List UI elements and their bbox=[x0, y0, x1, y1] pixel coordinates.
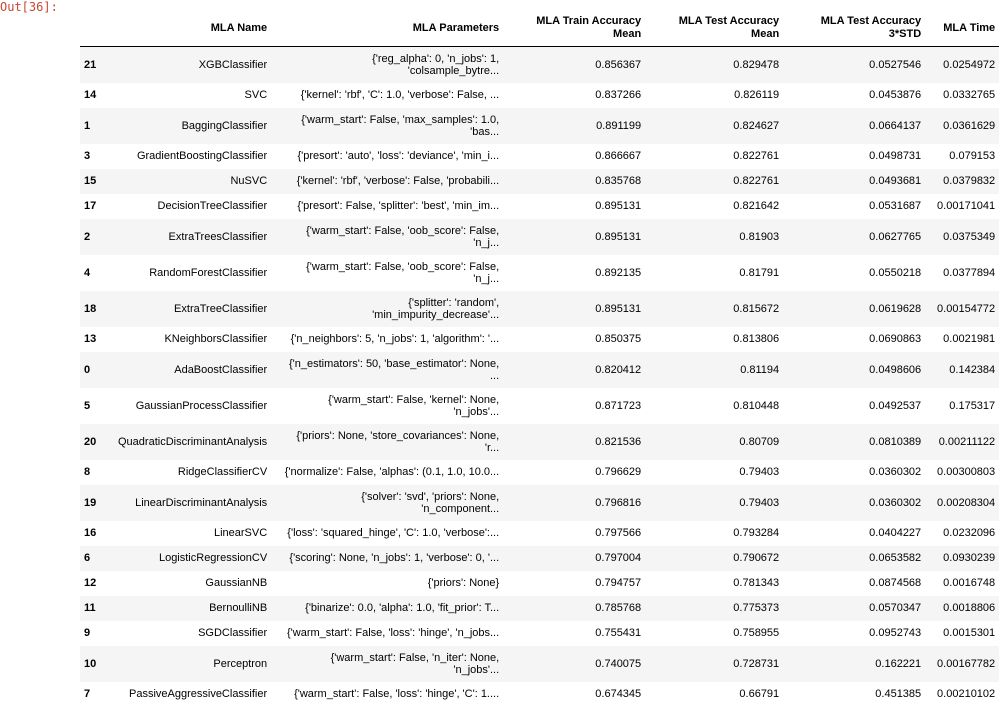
cell-mla-name: ExtraTreeClassifier bbox=[174, 302, 268, 315]
row-index: 14 bbox=[84, 89, 97, 101]
output-prompt: Out[36]: bbox=[0, 0, 58, 14]
cell-test-accuracy: 0.81791 bbox=[739, 266, 780, 279]
header-train-accuracy-mean: MLA Train Accuracy Mean bbox=[503, 10, 645, 47]
table-row bbox=[80, 546, 999, 571]
row-index: 6 bbox=[84, 552, 91, 564]
cell-test-accuracy-3std: 0.0550218 bbox=[869, 266, 922, 279]
cell-mla-parameters: {'splitter': 'random', 'min_impurity_decrease'... bbox=[372, 296, 500, 321]
row-index: 0 bbox=[84, 363, 91, 376]
cell-mla-name: BaggingClassifier bbox=[181, 119, 268, 132]
cell-mla-name: GaussianProcessClassifier bbox=[135, 399, 268, 412]
cell-test-accuracy-3std: 0.0952743 bbox=[869, 627, 922, 639]
row-index: 7 bbox=[84, 688, 91, 700]
cell-mla-parameters: {'presort': 'auto', 'loss': 'deviance', 'min_i... bbox=[297, 150, 500, 162]
cell-mla-time: 0.0379832 bbox=[943, 175, 996, 187]
cell-mla-parameters: {'warm_start': False, 'oob_score': False, 'n_j... bbox=[306, 260, 500, 285]
cell-mla-parameters: {'n_estimators': 50, 'base_estimator': None, ... bbox=[288, 357, 500, 382]
table-row bbox=[80, 646, 999, 682]
table-row bbox=[80, 327, 999, 352]
cell-mla-name: XGBClassifier bbox=[198, 58, 268, 71]
row-index: 2 bbox=[84, 230, 91, 243]
cell-test-accuracy-3std: 0.0404227 bbox=[869, 527, 922, 539]
cell-mla-parameters: {'kernel': 'rbf', 'C': 1.0, 'verbose': False, ... bbox=[300, 89, 500, 101]
cell-test-accuracy: 0.822761 bbox=[733, 150, 780, 162]
table-row bbox=[80, 485, 999, 521]
cell-train-accuracy: 0.895131 bbox=[595, 302, 642, 315]
cell-mla-name: LinearDiscriminantAnalysis bbox=[135, 496, 268, 509]
cell-mla-time: 0.0016748 bbox=[943, 577, 996, 589]
row-index: 21 bbox=[84, 58, 97, 71]
header-index bbox=[80, 10, 116, 47]
table-row bbox=[80, 424, 999, 460]
cell-mla-parameters: {'warm_start': False, 'kernel': None, 'n_jobs'... bbox=[328, 393, 500, 418]
cell-mla-parameters: {'solver': 'svd', 'priors': None, 'n_component... bbox=[361, 490, 500, 515]
cell-train-accuracy: 0.821536 bbox=[595, 435, 642, 448]
table-row bbox=[80, 47, 999, 83]
row-index: 8 bbox=[84, 466, 91, 478]
cell-test-accuracy-3std: 0.0453876 bbox=[869, 89, 922, 101]
cell-test-accuracy-3std: 0.162221 bbox=[875, 657, 922, 670]
cell-test-accuracy: 0.775373 bbox=[733, 602, 780, 614]
cell-test-accuracy: 0.79403 bbox=[739, 496, 780, 509]
cell-train-accuracy: 0.820412 bbox=[595, 363, 642, 376]
table-header-row bbox=[80, 10, 999, 47]
cell-test-accuracy-3std: 0.0493681 bbox=[869, 175, 922, 187]
cell-test-accuracy-3std: 0.0619628 bbox=[869, 302, 922, 315]
cell-train-accuracy: 0.796816 bbox=[595, 496, 642, 509]
row-index: 4 bbox=[84, 266, 91, 279]
cell-mla-parameters: {'normalize': False, 'alphas': (0.1, 1.0, 10.0... bbox=[284, 466, 500, 478]
cell-test-accuracy: 0.813806 bbox=[733, 333, 780, 345]
row-index: 19 bbox=[84, 496, 97, 509]
results-dataframe bbox=[80, 10, 999, 707]
cell-test-accuracy-3std: 0.0492537 bbox=[869, 399, 922, 412]
cell-mla-time: 0.00154772 bbox=[937, 302, 996, 315]
cell-mla-time: 0.0254972 bbox=[943, 58, 996, 71]
cell-mla-name: LinearSVC bbox=[213, 527, 268, 539]
cell-test-accuracy-3std: 0.0664137 bbox=[869, 119, 922, 132]
cell-mla-time: 0.0377894 bbox=[943, 266, 996, 279]
cell-mla-time: 0.00171041 bbox=[937, 200, 996, 212]
cell-mla-parameters: {'binarize': 0.0, 'alpha': 1.0, 'fit_prior': T... bbox=[305, 602, 500, 614]
cell-test-accuracy-3std: 0.0690863 bbox=[869, 333, 922, 345]
cell-mla-name: SGDClassifier bbox=[198, 627, 268, 639]
cell-mla-parameters: {'warm_start': False, 'max_samples': 1.0, 'bas... bbox=[301, 113, 500, 138]
cell-mla-time: 0.0375349 bbox=[943, 230, 996, 243]
cell-mla-name: QuadraticDiscriminantAnalysis bbox=[118, 435, 268, 448]
cell-mla-parameters: {'warm_start': False, 'loss': 'hinge', 'n_jobs... bbox=[286, 627, 500, 639]
cell-train-accuracy: 0.797004 bbox=[595, 552, 642, 564]
row-index: 1 bbox=[84, 119, 91, 132]
cell-test-accuracy: 0.829478 bbox=[733, 58, 780, 71]
cell-train-accuracy: 0.796629 bbox=[595, 466, 642, 478]
header-test-accuracy-mean: MLA Test Accuracy Mean bbox=[645, 10, 783, 47]
header-mla-name: MLA Name bbox=[116, 10, 271, 47]
cell-mla-name: RandomForestClassifier bbox=[149, 266, 268, 279]
cell-test-accuracy-3std: 0.0531687 bbox=[869, 200, 922, 212]
table-row bbox=[80, 388, 999, 424]
cell-mla-name: BernoulliNB bbox=[209, 602, 268, 614]
cell-mla-time: 0.0021981 bbox=[943, 333, 996, 345]
cell-test-accuracy-3std: 0.0653582 bbox=[869, 552, 922, 564]
table-row bbox=[80, 291, 999, 327]
table-row bbox=[80, 144, 999, 169]
cell-train-accuracy: 0.856367 bbox=[595, 58, 642, 71]
cell-mla-time: 0.00210102 bbox=[937, 688, 996, 700]
cell-train-accuracy: 0.892135 bbox=[595, 266, 642, 279]
cell-test-accuracy-3std: 0.0874568 bbox=[869, 577, 922, 589]
cell-train-accuracy: 0.895131 bbox=[595, 230, 642, 243]
table-row bbox=[80, 194, 999, 219]
cell-test-accuracy-3std: 0.0627765 bbox=[869, 230, 922, 243]
cell-mla-time: 0.00167782 bbox=[937, 657, 996, 670]
cell-test-accuracy-3std: 0.0570347 bbox=[869, 602, 922, 614]
cell-mla-parameters: {'n_neighbors': 5, 'n_jobs': 1, 'algorithm': '... bbox=[290, 333, 500, 345]
cell-mla-parameters: {'priors': None, 'store_covariances': None, 'r... bbox=[296, 429, 500, 454]
cell-mla-time: 0.00300803 bbox=[937, 466, 996, 478]
cell-test-accuracy: 0.80709 bbox=[739, 435, 780, 448]
table-row bbox=[80, 108, 999, 144]
cell-mla-time: 0.0930239 bbox=[943, 552, 996, 564]
row-index: 12 bbox=[84, 577, 97, 589]
cell-mla-parameters: {'kernel': 'rbf', 'verbose': False, 'probabili... bbox=[296, 175, 500, 187]
cell-mla-parameters: {'reg_alpha': 0, 'n_jobs': 1, 'colsample_bytre... bbox=[372, 52, 500, 77]
cell-mla-time: 0.079153 bbox=[949, 150, 996, 162]
cell-train-accuracy: 0.850375 bbox=[595, 333, 642, 345]
cell-mla-time: 0.0332765 bbox=[943, 89, 996, 101]
cell-train-accuracy: 0.785768 bbox=[595, 602, 642, 614]
row-index: 15 bbox=[84, 175, 97, 187]
cell-mla-time: 0.00208304 bbox=[937, 496, 996, 509]
cell-test-accuracy: 0.79403 bbox=[739, 466, 780, 478]
row-index: 18 bbox=[84, 302, 97, 315]
cell-test-accuracy: 0.822761 bbox=[733, 175, 780, 187]
cell-test-accuracy: 0.826119 bbox=[734, 89, 780, 101]
cell-mla-time: 0.00211122 bbox=[938, 435, 996, 448]
row-index: 20 bbox=[84, 435, 97, 448]
cell-train-accuracy: 0.797566 bbox=[595, 527, 642, 539]
cell-mla-time: 0.0018806 bbox=[943, 602, 996, 614]
cell-mla-name: RidgeClassifierCV bbox=[177, 466, 268, 478]
row-index: 10 bbox=[84, 657, 97, 670]
cell-mla-name: NuSVC bbox=[230, 175, 268, 187]
cell-test-accuracy: 0.810448 bbox=[733, 399, 780, 412]
row-index: 9 bbox=[84, 627, 91, 639]
cell-mla-time: 0.142384 bbox=[949, 363, 996, 376]
cell-train-accuracy: 0.835768 bbox=[595, 175, 642, 187]
row-index: 11 bbox=[84, 602, 96, 614]
cell-mla-name: SVC bbox=[244, 89, 268, 101]
table-row bbox=[80, 255, 999, 291]
cell-test-accuracy-3std: 0.0498606 bbox=[869, 363, 922, 376]
table-row bbox=[80, 596, 999, 621]
table-row bbox=[80, 571, 999, 596]
cell-train-accuracy: 0.891199 bbox=[596, 119, 642, 132]
cell-mla-name: Perceptron bbox=[213, 657, 268, 670]
cell-test-accuracy: 0.790672 bbox=[733, 552, 780, 564]
cell-mla-parameters: {'warm_start': False, 'loss': 'hinge', 'C': 1.... bbox=[294, 688, 500, 700]
header-test-accuracy-3std: MLA Test Accuracy 3*STD bbox=[783, 10, 925, 47]
table-row bbox=[80, 169, 999, 194]
cell-mla-parameters: {'warm_start': False, 'n_iter': None, 'n_jobs'... bbox=[330, 651, 500, 676]
cell-mla-time: 0.0015301 bbox=[943, 627, 996, 639]
cell-test-accuracy-3std: 0.0360302 bbox=[869, 466, 922, 478]
cell-mla-parameters: {'scoring': None, 'n_jobs': 1, 'verbose': 0, '... bbox=[289, 552, 500, 564]
cell-test-accuracy: 0.793284 bbox=[733, 527, 780, 539]
row-index: 16 bbox=[84, 527, 97, 539]
cell-train-accuracy: 0.755431 bbox=[595, 627, 642, 639]
cell-train-accuracy: 0.837266 bbox=[595, 89, 642, 101]
row-index: 17 bbox=[84, 200, 97, 212]
row-index: 3 bbox=[84, 150, 91, 162]
cell-test-accuracy: 0.81903 bbox=[739, 230, 780, 243]
cell-mla-name: PassiveAggressiveClassifier bbox=[129, 688, 268, 700]
cell-test-accuracy: 0.758955 bbox=[733, 627, 780, 639]
row-index: 13 bbox=[84, 333, 97, 345]
cell-mla-time: 0.0361629 bbox=[943, 119, 996, 132]
table-row bbox=[80, 621, 999, 646]
cell-test-accuracy: 0.66791 bbox=[739, 688, 780, 700]
cell-mla-time: 0.0232096 bbox=[943, 527, 996, 539]
cell-train-accuracy: 0.871723 bbox=[595, 399, 642, 412]
cell-mla-name: AdaBoostClassifier bbox=[174, 363, 268, 376]
table-row bbox=[80, 219, 999, 255]
header-mla-parameters: MLA Parameters bbox=[271, 10, 503, 47]
cell-train-accuracy: 0.740075 bbox=[595, 657, 642, 670]
cell-mla-name: ExtraTreesClassifier bbox=[168, 230, 268, 243]
row-index: 5 bbox=[84, 399, 91, 412]
cell-test-accuracy: 0.815672 bbox=[733, 302, 780, 315]
cell-mla-time: 0.175317 bbox=[949, 399, 996, 412]
cell-test-accuracy: 0.781343 bbox=[733, 577, 780, 589]
cell-train-accuracy: 0.895131 bbox=[595, 200, 642, 212]
cell-train-accuracy: 0.674345 bbox=[595, 688, 642, 700]
cell-mla-parameters: {'priors': None} bbox=[427, 577, 500, 589]
cell-test-accuracy-3std: 0.451385 bbox=[875, 688, 922, 700]
cell-test-accuracy: 0.821642 bbox=[733, 200, 780, 212]
table-row bbox=[80, 682, 999, 707]
cell-test-accuracy-3std: 0.0810389 bbox=[869, 435, 922, 448]
table-row bbox=[80, 521, 999, 546]
cell-test-accuracy: 0.728731 bbox=[733, 657, 780, 670]
header-mla-time: MLA Time bbox=[925, 10, 999, 47]
table-row bbox=[80, 352, 999, 388]
cell-test-accuracy-3std: 0.0527546 bbox=[869, 58, 922, 71]
cell-mla-parameters: {'warm_start': False, 'oob_score': False, 'n_j... bbox=[306, 224, 500, 249]
cell-train-accuracy: 0.794757 bbox=[595, 577, 642, 589]
cell-mla-name: LogisticRegressionCV bbox=[158, 552, 268, 564]
cell-mla-name: GaussianNB bbox=[205, 577, 268, 589]
cell-mla-name: GradientBoostingClassifier bbox=[136, 150, 268, 162]
cell-test-accuracy: 0.81194 bbox=[740, 363, 780, 376]
table-row bbox=[80, 460, 999, 485]
cell-mla-name: KNeighborsClassifier bbox=[164, 333, 268, 345]
cell-mla-parameters: {'loss': 'squared_hinge', 'C': 1.0, 'verbose':... bbox=[287, 527, 500, 539]
table-row bbox=[80, 83, 999, 108]
cell-train-accuracy: 0.866667 bbox=[595, 150, 642, 162]
cell-test-accuracy: 0.824627 bbox=[733, 119, 780, 132]
cell-mla-name: DecisionTreeClassifier bbox=[157, 200, 268, 212]
cell-test-accuracy-3std: 0.0360302 bbox=[869, 496, 922, 509]
cell-test-accuracy-3std: 0.0498731 bbox=[869, 150, 922, 162]
cell-mla-parameters: {'presort': False, 'splitter': 'best', 'min_im... bbox=[297, 200, 500, 212]
